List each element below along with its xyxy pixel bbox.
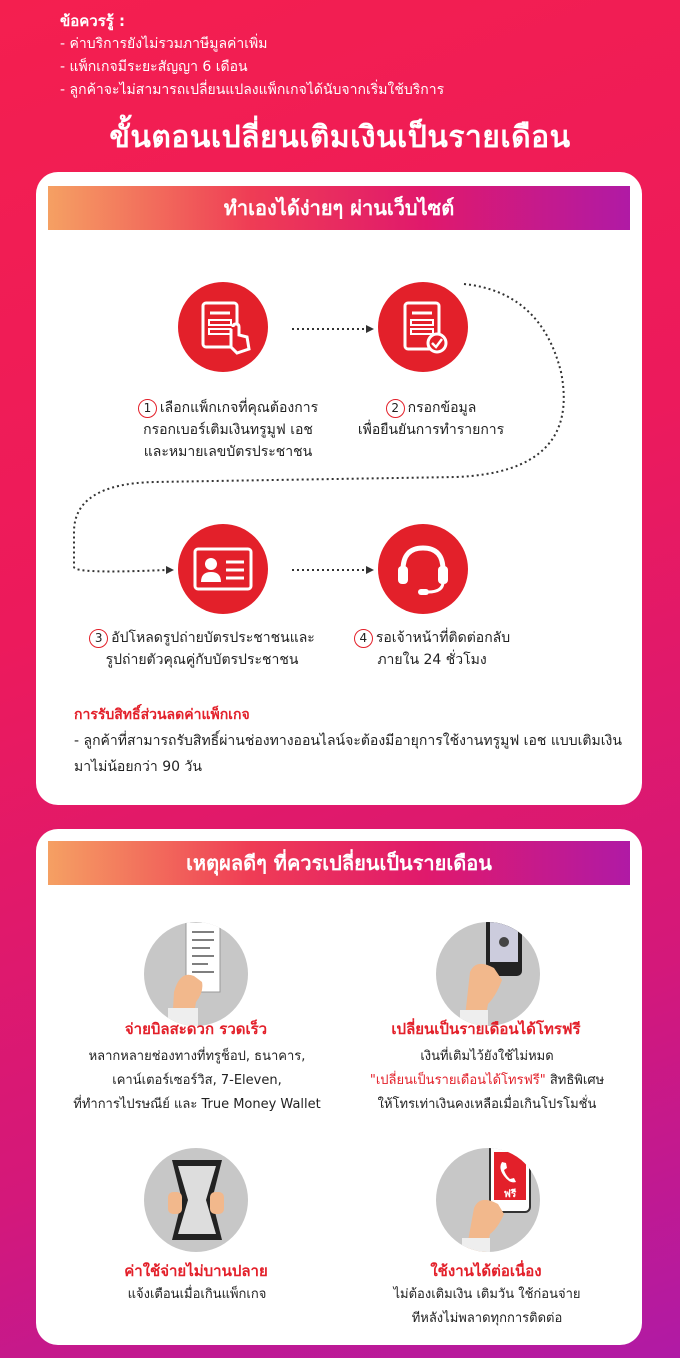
id-card-icon <box>192 544 254 594</box>
step-2-circle <box>378 282 468 372</box>
step-2-line: เพื่อยืนยันการทำรายการ <box>357 422 505 438</box>
note-item: - ค่าบริการยังไม่รวมภาษีมูลค่าเพิ่ม <box>60 33 444 56</box>
reason-1-desc <box>52 1045 342 1117</box>
privilege-text: - ลูกค้าที่สามารถรับสิทธิ์ผ่านช่องทางออนไลน์จะต้องมีอายุการใช้งานทรูมูฟ เอช แบบเติมเงินมาไม่น้อยกว่า 90 วัน <box>74 733 622 775</box>
step-1-line: เลือกแพ็กเกจที่คุณต้องการ <box>159 400 319 416</box>
reason-1-line: หลากหลายช่องทางที่ทรูช็อป, ธนาคาร, <box>88 1049 306 1064</box>
step-1-number: 1 <box>138 399 157 418</box>
step-4-line: รอเจ้าหน้าที่ติดต่อกลับ <box>375 630 511 646</box>
steps-banner: ทำเองได้ง่ายๆ ผ่านเว็บไซต์ <box>48 186 630 230</box>
headset-icon <box>392 538 454 600</box>
step-4-number: 4 <box>354 629 373 648</box>
step-4-text <box>332 627 532 671</box>
steps-card <box>36 172 642 805</box>
reason-4-circle <box>436 1148 540 1252</box>
reason-4-title: ใช้งานได้ต่อเนื่อง <box>430 1262 542 1280</box>
note-item: - แพ็กเกจมีระยะสัญญา 6 เดือน <box>60 56 444 79</box>
reason-3-circle <box>144 1148 248 1252</box>
free-badge: ฟรี <box>503 1189 517 1200</box>
reason-2-line: เงินที่เติมไว้ยังใช้ไม่หมด <box>420 1049 554 1064</box>
step-4-circle <box>378 524 468 614</box>
step-2-number: 2 <box>386 399 405 418</box>
reason-2-desc <box>342 1045 632 1117</box>
reason-2-line-after: สิทธิพิเศษ <box>545 1073 605 1088</box>
form-check-icon <box>393 297 453 357</box>
reason-2-title: เปลี่ยนเป็นรายเดือนได้โทรฟรี <box>391 1020 581 1038</box>
step-4-line: ภายใน 24 ชั่วโมง <box>377 652 487 668</box>
reason-3-title: ค่าใช้จ่ายไม่บานปลาย <box>124 1262 268 1280</box>
step-1-line: กรอกเบอร์เติมเงินทรูมูฟ เอช <box>143 422 313 438</box>
reason-3-line: แจ้งเตือนเมื่อเกินแพ็กเกจ <box>127 1287 267 1302</box>
step-1-line: และหมายเลขบัตรประชาชน <box>143 444 313 460</box>
reason-4-desc <box>342 1283 632 1331</box>
step-3-circle <box>178 524 268 614</box>
reason-2-line: ให้โทรเท่าเงินคงเหลือเมื่อเกินโปรโมชั่น <box>377 1097 597 1112</box>
reason-4-line: ไม่ต้องเติมเงิน เติมวัน ใช้ก่อนจ่าย <box>393 1287 581 1302</box>
notes-title: ข้อควรรู้ : <box>60 12 126 30</box>
privilege-note <box>74 702 624 780</box>
step-3-line: อัปโหลดรูปถ่ายบัตรประชาชนและ <box>111 630 315 646</box>
step-3-number: 3 <box>89 629 108 648</box>
step-3-text <box>72 627 332 671</box>
reason-2-line <box>342 1069 632 1093</box>
reason-1-line: ที่ทำการไปรษณีย์ และ True Money Wallet <box>73 1097 321 1112</box>
step-2-text <box>336 397 526 441</box>
squeezed-phone-icon <box>144 1148 248 1252</box>
page-title: ขั้นตอนเปลี่ยนเติมเงินเป็นรายเดือน <box>109 120 571 155</box>
reason-2-highlight: "เปลี่ยนเป็นรายเดือนได้โทรฟรี" <box>369 1073 546 1088</box>
step-3-line: รูปถ่ายตัวคุณคู่กับบัตรประชาชน <box>105 652 299 668</box>
form-touch-icon <box>193 297 253 357</box>
reason-3-desc <box>52 1283 342 1307</box>
receipt-hand-icon <box>144 922 248 1026</box>
notes-block <box>60 10 444 102</box>
step-1-text <box>108 397 348 463</box>
privilege-title: การรับสิทธิ์ส่วนลดค่าแพ็กเกจ <box>74 707 250 723</box>
reason-4-line: ทีหลังไม่พลาดทุกการติดต่อ <box>411 1311 563 1326</box>
step-2-line: กรอกข้อมูล <box>407 400 477 416</box>
reason-2-circle <box>436 922 540 1026</box>
phone-hand-icon <box>436 922 540 1026</box>
note-item: - ลูกค้าจะไม่สามารถเปลี่ยนแปลงแพ็กเกจได้นับจากเริ่มใช้บริการ <box>60 79 444 102</box>
reasons-card <box>36 829 642 1345</box>
reasons-banner: เหตุผลดีๆ ที่ควรเปลี่ยนเป็นรายเดือน <box>48 841 630 885</box>
step-1-circle <box>178 282 268 372</box>
reason-1-line: เคาน์เตอร์เซอร์วิส, 7-Eleven, <box>112 1073 282 1088</box>
reason-1-circle <box>144 922 248 1026</box>
reason-1-title: จ่ายบิลสะดวก รวดเร็ว <box>124 1020 268 1038</box>
free-call-phone-icon <box>436 1148 540 1252</box>
